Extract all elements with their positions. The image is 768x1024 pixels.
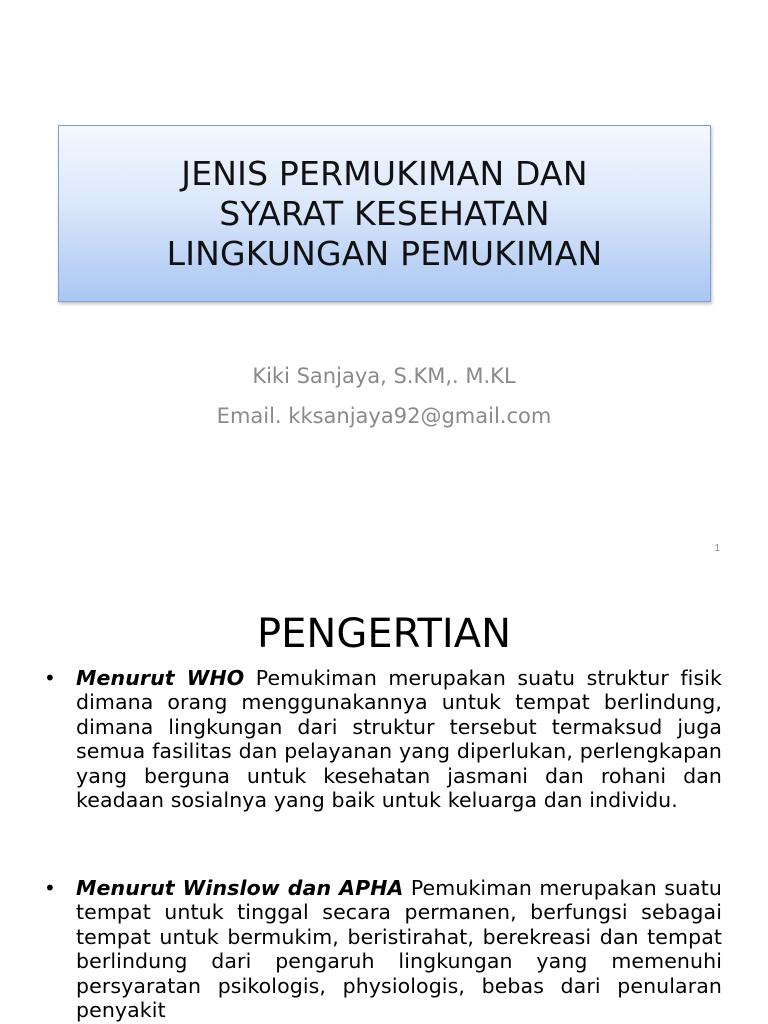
title-line: SYARAT KESEHATAN (219, 193, 550, 233)
bullet-text (76, 666, 722, 812)
title-box (58, 125, 711, 302)
author-email: Email. kksanjaya92@gmail.com (216, 404, 552, 428)
bullet-dot-icon: • (44, 666, 56, 690)
bullet-dot-icon: • (44, 876, 56, 900)
bullet-text (76, 876, 722, 1022)
bullet-body: Pemukiman merupakan suatu tempat untuk tinggal secara permanen, berfungsi sebagai tempat untuk bermukim, beristirahat, berekreasi dan tempat berlindung dari pengaruh lingkungan yang memenuhi persyaratan psikologis, physiologis, bebas dari penularan penyakit (76, 876, 723, 1023)
bullet-lead: Menurut Winslow dan APHA (76, 876, 404, 900)
title-line: LINGKUNGAN PEMUKIMAN (166, 233, 603, 273)
bullet-body: Pemukiman merupakan suatu struktur fisik dimana orang menggunakannya untuk tempat berlindung, dimana lingkungan dari struktur tersebut termaksud juga semua fasilitas dan pelayanan yang diperlukan, perlengkapan yang berguna untuk kesehatan jasmani dan rohani dan keadaan sosialnya yang baik untuk keluarga dan individu. (76, 666, 722, 813)
page-number: 1 (714, 543, 720, 554)
definition-slide (0, 596, 768, 1024)
slide-heading: PENGERTIAN (257, 611, 511, 657)
author-name: Kiki Sanjaya, S.KM,. M.KL (252, 364, 516, 388)
title-line: JENIS PERMUKIMAN DAN (181, 153, 588, 193)
bullet-lead: Menurut WHO (76, 666, 245, 690)
